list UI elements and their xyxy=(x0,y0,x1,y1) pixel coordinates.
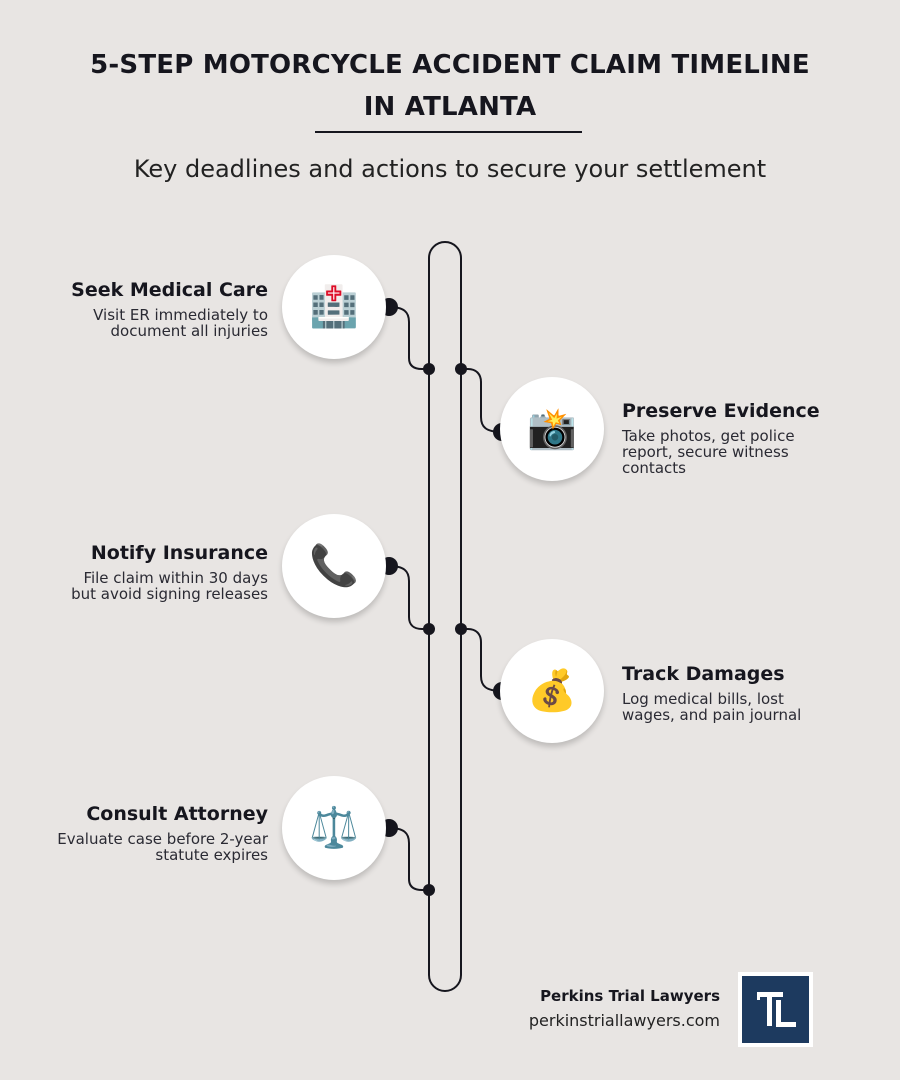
junction-step-3 xyxy=(423,623,435,635)
step-2-desc-line-2: report, secure witness xyxy=(622,443,789,461)
step-1-desc-line-1: Visit ER immediately to xyxy=(93,306,268,324)
brand-url[interactable]: perkinstriallawyers.com xyxy=(528,1011,720,1030)
step-1-description xyxy=(8,307,268,339)
step-2-desc-line-3: contacts xyxy=(622,459,686,477)
step-4-desc-line-2: wages, and pain journal xyxy=(622,706,802,724)
step-2-title: Preserve Evidence xyxy=(622,400,820,422)
junction-step-2 xyxy=(455,363,467,375)
step-2-description xyxy=(622,428,882,476)
scales-icon: ⚖️ xyxy=(309,805,359,851)
step-3-text xyxy=(8,540,268,602)
step-5-desc-line-2: statute expires xyxy=(155,846,268,864)
step-4-desc-line-1: Log medical bills, lost xyxy=(622,690,784,708)
step-2-icon-circle xyxy=(500,377,604,481)
subtitle: Key deadlines and actions to secure your settlement xyxy=(133,155,767,183)
step-5-title: Consult Attorney xyxy=(86,803,268,825)
telephone-icon: 📞 xyxy=(309,543,359,589)
camera-flash-icon: 📸 xyxy=(527,406,577,452)
step-1-title: Seek Medical Care xyxy=(71,279,268,301)
step-3-desc-line-2: but avoid signing releases xyxy=(71,585,268,603)
junction-step-4 xyxy=(455,623,467,635)
step-3-desc-line-1: File claim within 30 days xyxy=(83,569,268,587)
connector-step-2 xyxy=(461,369,502,432)
step-2-desc-line-1: Take photos, get police xyxy=(622,427,795,445)
step-4-icon-circle xyxy=(500,639,604,743)
step-5-desc-line-1: Evaluate case before 2-year xyxy=(57,830,268,848)
tl-monogram-logo xyxy=(738,972,813,1047)
step-4-text xyxy=(622,661,882,723)
step-2-text xyxy=(622,398,882,476)
hospital-icon: 🏥 xyxy=(309,284,359,330)
junction-step-1 xyxy=(423,363,435,375)
step-4-title: Track Damages xyxy=(622,663,785,685)
step-5-description xyxy=(8,831,268,863)
step-3-description xyxy=(8,570,268,602)
step-1-text xyxy=(8,277,268,339)
money-bag-icon: 💰 xyxy=(527,668,577,714)
timeline-capsule xyxy=(429,242,461,991)
step-5-icon-circle xyxy=(282,776,386,880)
junction-step-5 xyxy=(423,884,435,896)
step-3-icon-circle xyxy=(282,514,386,618)
step-1-desc-line-2: document all injuries xyxy=(110,322,268,340)
step-4-description xyxy=(622,691,882,723)
step-1-icon-circle xyxy=(282,255,386,359)
connector-step-5 xyxy=(389,828,429,890)
step-5-text xyxy=(8,801,268,863)
step-3-title: Notify Insurance xyxy=(90,542,268,564)
brand-name: Perkins Trial Lawyers xyxy=(540,987,720,1005)
connector-step-1 xyxy=(389,307,429,369)
tl-monogram-icon xyxy=(752,986,800,1034)
title-line-1: 5-STEP MOTORCYCLE ACCIDENT CLAIM TIMELINE xyxy=(90,50,810,80)
connector-step-4 xyxy=(461,629,502,691)
connector-step-3 xyxy=(389,566,429,629)
logo-background xyxy=(742,976,809,1043)
title-line-2: IN ATLANTA xyxy=(363,92,537,122)
